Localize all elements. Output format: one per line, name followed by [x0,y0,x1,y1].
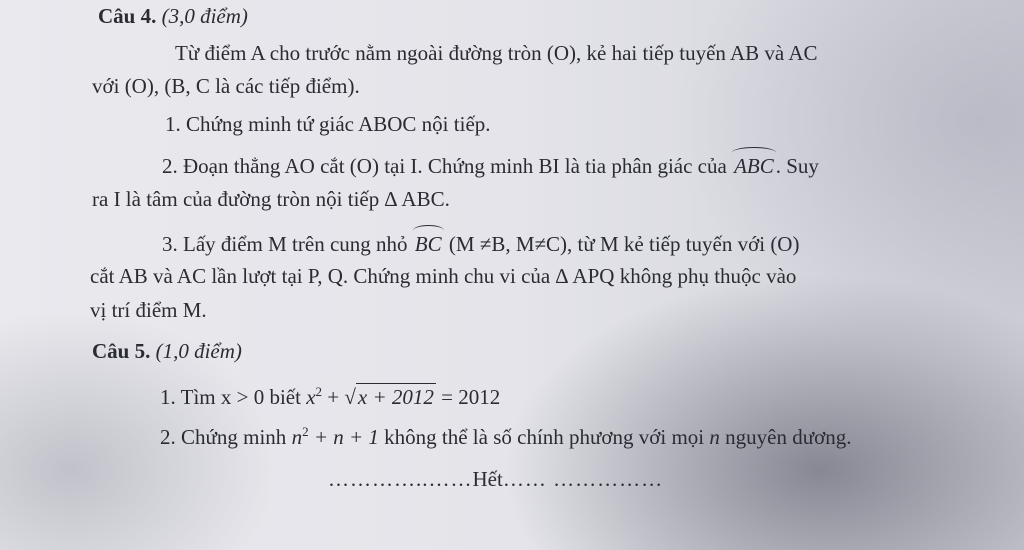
q5-part2-text: 2. Chứng minh [160,425,287,449]
q5-part1-text: 1. Tìm x > 0 biết [160,385,301,409]
n-plus-1: + n + 1 [308,425,379,449]
q4-part3-text: 3. Lấy điểm M trên cung nhỏ [162,232,408,256]
q5-heading [92,338,242,364]
exp-2: 2 [315,384,323,399]
q4-part3-line2: cắt AB và AC lần lượt tại P, Q. Chứng minh chu vi của ∆ APQ không phụ thuộc vào [90,264,797,288]
q4-part2-suy: . Suy [775,154,819,178]
q5-part2 [160,419,851,450]
plus-sqrt: + √ [322,385,356,409]
q4-intro-line2: với (O), (B, C là các tiếp điểm). [92,74,360,98]
q4-intro-line1: Từ điểm A cho trước nằm ngoài đường tròn (O), kẻ hai tiếp tuyến AB và AC [175,41,818,65]
q4-points: (3,0 điểm) [161,4,248,28]
end-text: Hết [472,467,503,491]
q4-part2-line2: ra I là tâm của đường tròn nội tiếp ∆ ABC. [92,187,450,211]
q4-part3-line1 [162,231,799,257]
q5-title: Câu 5. [92,339,151,363]
var-x: x [306,385,316,409]
q4-title: Câu 4. [98,4,157,28]
q5-points: (1,0 điểm) [155,339,242,363]
q4-part3-cond: (M ≠B, M≠C), từ M kẻ tiếp tuyến với (O) [448,232,800,256]
sqrt-radicand: x + 2012 [357,385,434,409]
dots-right: …… …………… [502,467,664,491]
q4-heading [98,3,248,29]
arc-bc: BC [414,232,442,256]
q5-part2-mid: không thể là số chính phương với mọi [378,425,710,449]
angle-abc: ABC [734,154,774,178]
q5-part2-end: nguyên dương. [719,425,852,449]
q4-part3-line3: vị trí điểm M. [90,298,207,322]
dots-left: …………..…… [328,467,473,491]
q4-part2-text: 2. Đoạn thẳng AO cắt (O) tại I. Chứng minh BI là tia phân giác của [162,154,727,178]
q5-part1 [160,379,500,410]
end-marker [328,466,663,492]
var-n: n [291,425,303,449]
exp-n2: 2 [302,424,309,439]
q4-part2-line1 [162,153,819,179]
equals-2012: = 2012 [435,385,501,409]
var-n-2: n [709,425,720,449]
q4-part1: 1. Chứng minh tứ giác ABOC nội tiếp. [165,112,491,136]
